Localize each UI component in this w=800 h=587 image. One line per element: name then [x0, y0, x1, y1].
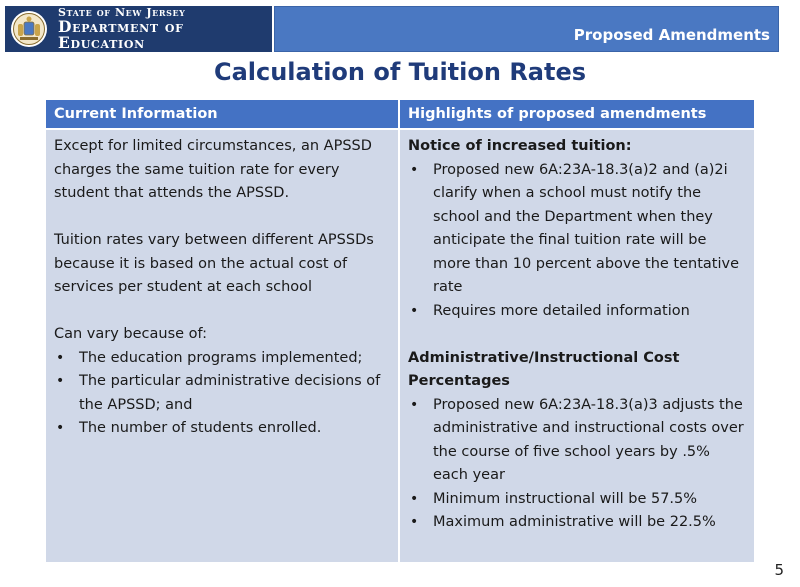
table-body-row [46, 128, 754, 562]
list-item: • Proposed new 6A:23A-18.3(a)3 adjusts the administrative and instructional costs over the course of five school years by .5% each year [408, 394, 746, 488]
current-para-same-rate: Except for limited circumstances, an APSSD charges the same tuition rate for every student that attends the APSSD. [54, 138, 372, 201]
heading-notice-increased-tuition: Notice of increased tuition: [408, 138, 632, 154]
list-item: • Requires more detailed information [408, 300, 746, 324]
current-para-can-vary: Can vary because of: [54, 326, 208, 342]
list-item: • The number of students enrolled. [54, 417, 390, 441]
notice-list [408, 159, 746, 324]
heading-cost-percentages: Administrative/Instructional Cost Percentages [408, 349, 680, 389]
page-number: 5 [774, 561, 784, 579]
banner-title: Proposed Amendments [573, 26, 770, 44]
current-para-rates-vary: Tuition rates vary between different APSSDs because it is based on the actual cost of services per student at each school [54, 232, 374, 295]
current-reasons-list [54, 347, 390, 441]
list-item: • Proposed new 6A:23A-18.3(a)2 and (a)2i clarify when a school must notify the school and the Department when they anticipate the final tuition rate will be more than 10 percent above the tentative rate [408, 159, 746, 300]
list-item: • The particular administrative decisions of the APSSD; and [54, 370, 390, 417]
column-header-current: Current Information [46, 100, 398, 128]
org-department-name: Department of Education [58, 16, 184, 52]
list-item: • Maximum administrative will be 22.5% [408, 511, 746, 535]
slide-title: Calculation of Tuition Rates [213, 58, 587, 86]
highlights-cell [398, 130, 754, 562]
nj-doe-logo [5, 6, 272, 52]
org-state-name: State of New Jersey [58, 5, 186, 19]
cost-percentages-list [408, 394, 746, 535]
current-information-cell [46, 130, 398, 562]
state-seal-icon [10, 10, 48, 48]
header-banner [274, 6, 779, 52]
table-header-row [46, 100, 754, 128]
comparison-table [46, 100, 754, 560]
column-header-highlights: Highlights of proposed amendments [398, 100, 754, 128]
list-item: • Minimum instructional will be 57.5% [408, 488, 746, 512]
list-item: • The education programs implemented; [54, 347, 390, 371]
